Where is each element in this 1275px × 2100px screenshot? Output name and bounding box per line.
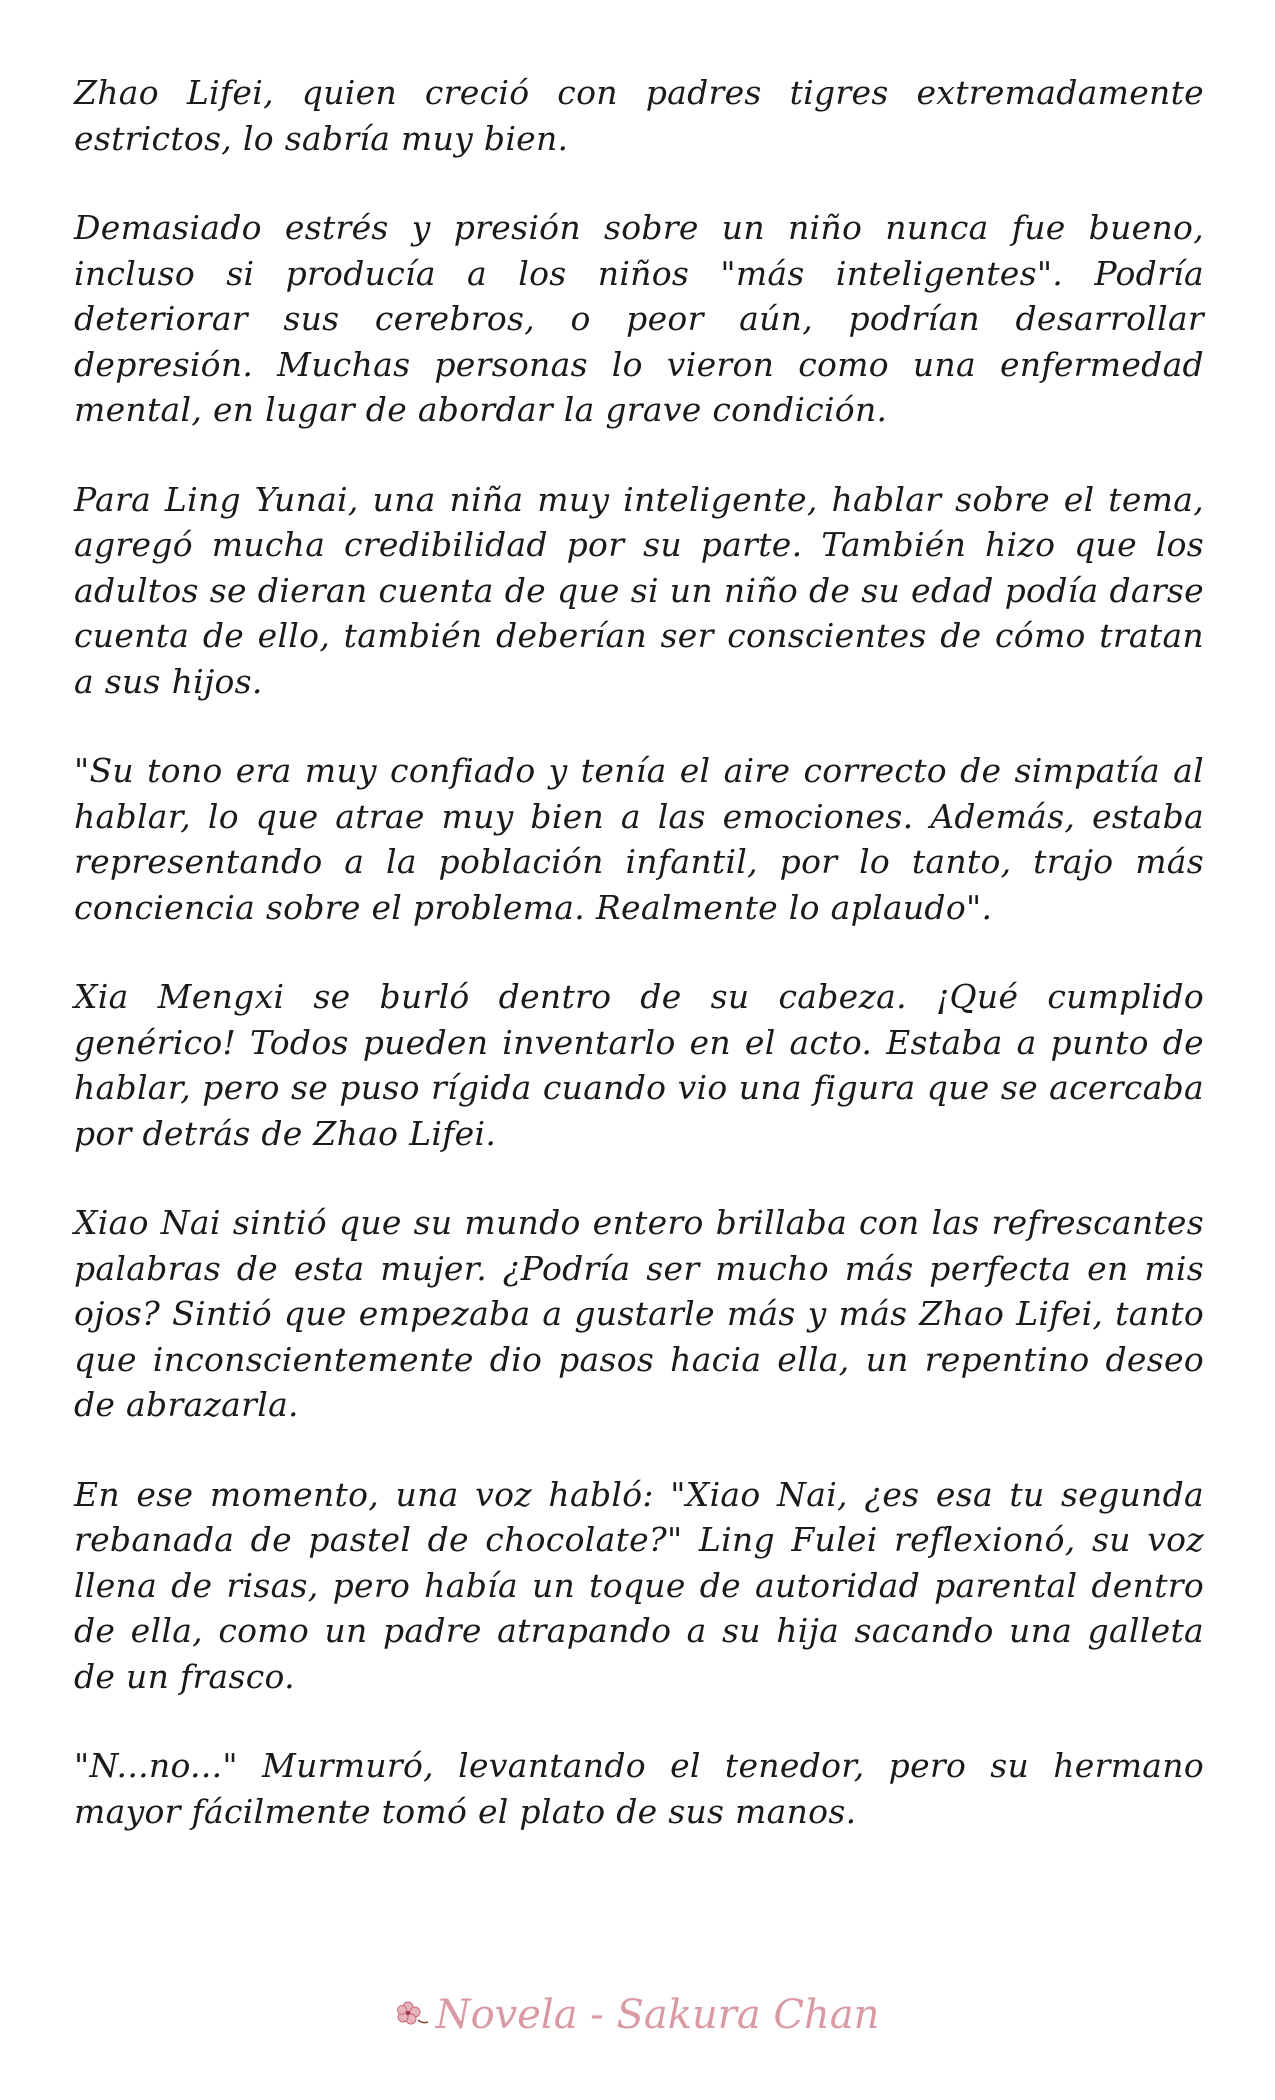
watermark-text: Novela - Sakura Chan bbox=[435, 1992, 880, 2038]
paragraph: Xia Mengxi se burló dentro de su cabeza. ¡Qué cumplido genérico! Todos pueden inventarlo en el acto. Estaba a punto de hablar, pero se puso rígida cuando vio una figura que se acercaba por detrás de Zhao Lifei. bbox=[74, 977, 1204, 1153]
paragraph: Para Ling Yunai, una niña muy inteligente, hablar sobre el tema, agregó mucha credibilidad por su parte. También hizo que los adultos se dieran cuenta de que si un niño de su edad podía darse cuenta de ello, también deberían ser conscientes de cómo tratan a sus hijos. bbox=[74, 479, 1204, 701]
paragraph: "N...no..." Murmuró, levantando el tenedor, pero su hermano mayor fácilmente tomó el plato de sus manos. bbox=[74, 1746, 1204, 1831]
paragraph: En ese momento, una voz habló: "Xiao Nai, ¿es esa tu segunda rebanada de pastel de chocolate?" Ling Fulei reflexionó, su voz llena de risas, pero había un toque de autoridad parental dentro de ella, como un padre atrapando a su hija sacando una galleta de un frasco. bbox=[74, 1474, 1204, 1696]
paragraph: Demasiado estrés y presión sobre un niño nunca fue bueno, incluso si producía a los niños "más inteligentes". Podría deteriorar sus cerebros, o peor aún, podrían desarrollar depresión. Muchas personas lo vieron como una enfermedad mental, en lugar de abordar la grave condición. bbox=[74, 208, 1204, 429]
paragraph: Zhao Lifei, quien creció con padres tigres extremadamente estrictos, lo sabría muy bien. bbox=[74, 73, 1204, 158]
paragraph: "Su tono era muy confiado y tenía el aire correcto de simpatía al hablar, lo que atrae muy bien a las emociones. Además, estaba representando a la población infantil, por lo tanto, trajo más conciencia sobre el problema. Realmente lo aplaudo". bbox=[74, 751, 1204, 927]
cherry-blossom-icon bbox=[396, 1994, 430, 2024]
watermark bbox=[0, 1992, 1275, 2038]
paragraph: Xiao Nai sintió que su mundo entero brillaba con las refrescantes palabras de esta mujer. ¿Podría ser mucho más perfecta en mis ojos? Sintió que empezaba a gustarle más y más Zhao Lifei, tanto que inconscientemente dio pasos hacia ella, un repentino deseo de abrazarla. bbox=[74, 1203, 1204, 1424]
document-body bbox=[74, 70, 1204, 1878]
